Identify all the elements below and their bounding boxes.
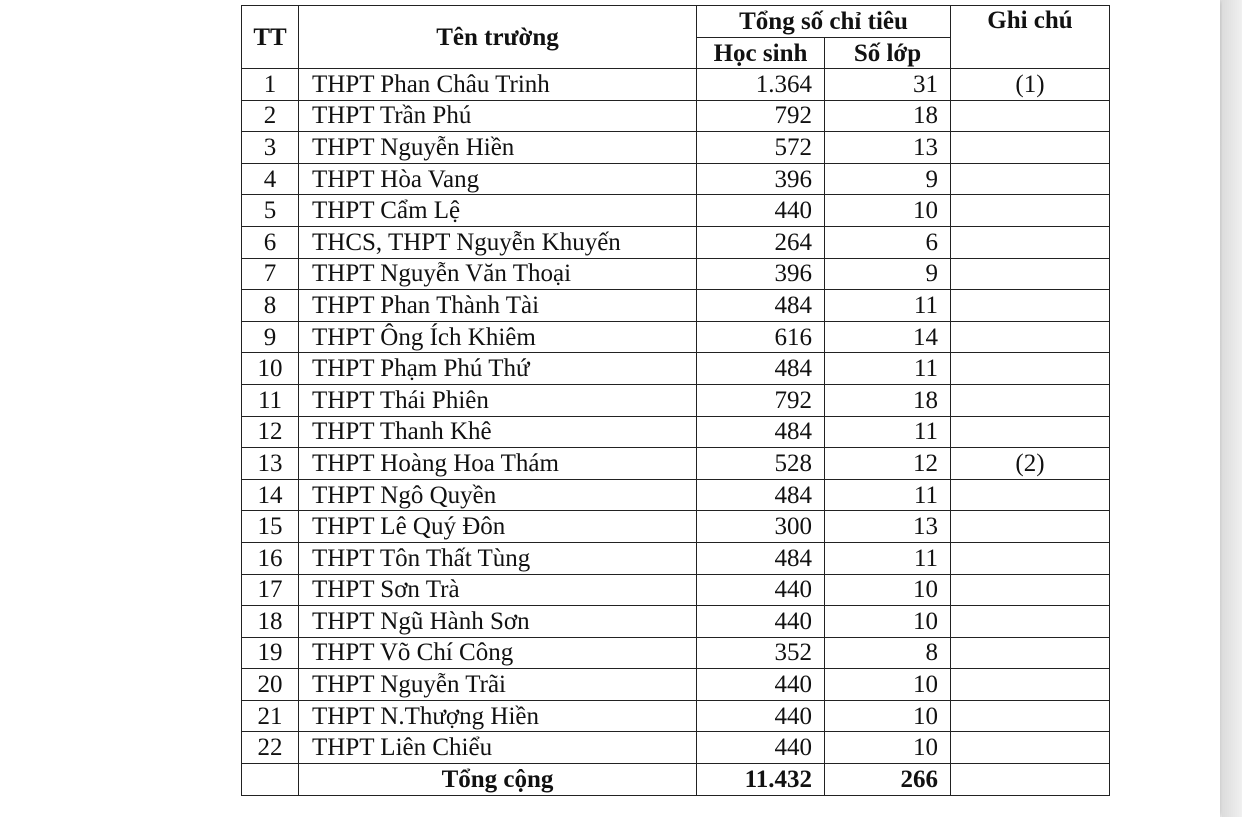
- row-note: (2): [951, 448, 1110, 480]
- row-note: [951, 290, 1110, 322]
- school-name: THPT Cẩm Lệ: [299, 195, 697, 227]
- students-count: 440: [697, 195, 825, 227]
- classes-count: 31: [825, 69, 951, 101]
- classes-count: 10: [825, 195, 951, 227]
- row-note: [951, 542, 1110, 574]
- row-number: 1: [242, 69, 299, 101]
- classes-count: 10: [825, 669, 951, 701]
- row-number: 11: [242, 384, 299, 416]
- students-count: 440: [697, 732, 825, 764]
- page-edge-shadow: [1222, 0, 1242, 817]
- classes-count: 18: [825, 100, 951, 132]
- classes-count: 11: [825, 542, 951, 574]
- table-row: [242, 100, 1110, 132]
- students-count: 528: [697, 448, 825, 480]
- classes-count: 14: [825, 321, 951, 353]
- students-count: 440: [697, 669, 825, 701]
- school-name: THPT Phan Châu Trinh: [299, 69, 697, 101]
- students-count: 792: [697, 100, 825, 132]
- row-note: [951, 384, 1110, 416]
- table-row: [242, 416, 1110, 448]
- school-name: THPT Thanh Khê: [299, 416, 697, 448]
- total-row: [242, 764, 1110, 796]
- total-classes: 266: [825, 764, 951, 796]
- row-note: [951, 637, 1110, 669]
- row-note: [951, 226, 1110, 258]
- school-name: THPT Ông Ích Khiêm: [299, 321, 697, 353]
- row-number: 2: [242, 100, 299, 132]
- classes-count: 11: [825, 353, 951, 385]
- table-row: [242, 195, 1110, 227]
- row-number: 21: [242, 700, 299, 732]
- table-row: [242, 321, 1110, 353]
- students-count: 484: [697, 416, 825, 448]
- row-note: [951, 606, 1110, 638]
- row-number: 8: [242, 290, 299, 322]
- row-number: 19: [242, 637, 299, 669]
- table-row: [242, 511, 1110, 543]
- row-number: 10: [242, 353, 299, 385]
- table-row: [242, 542, 1110, 574]
- students-count: 440: [697, 574, 825, 606]
- school-name: THPT Ngô Quyền: [299, 479, 697, 511]
- row-note: [951, 416, 1110, 448]
- school-name: THPT Hoàng Hoa Thám: [299, 448, 697, 480]
- row-number: 17: [242, 574, 299, 606]
- students-count: 484: [697, 353, 825, 385]
- classes-count: 11: [825, 416, 951, 448]
- row-number: 12: [242, 416, 299, 448]
- students-count: 396: [697, 258, 825, 290]
- school-name: THPT Phạm Phú Thứ: [299, 353, 697, 385]
- classes-count: 11: [825, 290, 951, 322]
- students-count: 792: [697, 384, 825, 416]
- students-count: 440: [697, 606, 825, 638]
- table-row: [242, 700, 1110, 732]
- total-students: 11.432: [697, 764, 825, 796]
- table-row: [242, 226, 1110, 258]
- students-count: 300: [697, 511, 825, 543]
- total-tt-cell: [242, 764, 299, 796]
- school-name: THPT Trần Phú: [299, 100, 697, 132]
- row-note: [951, 669, 1110, 701]
- row-note: [951, 195, 1110, 227]
- classes-count: 13: [825, 511, 951, 543]
- row-number: 15: [242, 511, 299, 543]
- row-number: 16: [242, 542, 299, 574]
- header-note: Ghi chú: [951, 6, 1110, 69]
- classes-count: 10: [825, 732, 951, 764]
- row-note: [951, 321, 1110, 353]
- school-name: THPT Ngũ Hành Sơn: [299, 606, 697, 638]
- header-school-name: Tên trường: [299, 6, 697, 69]
- table-row: [242, 132, 1110, 164]
- classes-count: 9: [825, 258, 951, 290]
- classes-count: 8: [825, 637, 951, 669]
- school-name: THPT Tôn Thất Tùng: [299, 542, 697, 574]
- total-note-cell: [951, 764, 1110, 796]
- students-count: 484: [697, 479, 825, 511]
- school-name: THPT N.Thượng Hiền: [299, 700, 697, 732]
- school-name: THPT Thái Phiên: [299, 384, 697, 416]
- students-count: 440: [697, 700, 825, 732]
- row-note: [951, 100, 1110, 132]
- table-row: [242, 606, 1110, 638]
- classes-count: 12: [825, 448, 951, 480]
- school-name: THPT Hòa Vang: [299, 163, 697, 195]
- school-name: THCS, THPT Nguyễn Khuyến: [299, 226, 697, 258]
- table-row: [242, 448, 1110, 480]
- table-row: [242, 732, 1110, 764]
- header-classes: Số lớp: [825, 38, 951, 69]
- classes-count: 10: [825, 700, 951, 732]
- row-note: [951, 353, 1110, 385]
- row-note: [951, 574, 1110, 606]
- row-note: [951, 511, 1110, 543]
- school-name: THPT Nguyễn Hiền: [299, 132, 697, 164]
- row-number: 3: [242, 132, 299, 164]
- table-row: [242, 353, 1110, 385]
- header-students: Học sinh: [697, 38, 825, 69]
- row-number: 14: [242, 479, 299, 511]
- school-name: THPT Liên Chiểu: [299, 732, 697, 764]
- row-note: [951, 163, 1110, 195]
- students-count: 396: [697, 163, 825, 195]
- table-body: [242, 69, 1110, 764]
- students-count: 616: [697, 321, 825, 353]
- students-count: 484: [697, 290, 825, 322]
- table-row: [242, 290, 1110, 322]
- total-label: Tổng cộng: [299, 764, 697, 796]
- header-total-quota: Tổng số chỉ tiêu: [697, 6, 951, 38]
- row-note: [951, 732, 1110, 764]
- table-row: [242, 258, 1110, 290]
- row-note: [951, 132, 1110, 164]
- classes-count: 10: [825, 606, 951, 638]
- students-count: 484: [697, 542, 825, 574]
- table-row: [242, 479, 1110, 511]
- students-count: 572: [697, 132, 825, 164]
- students-count: 1.364: [697, 69, 825, 101]
- classes-count: 10: [825, 574, 951, 606]
- row-number: 22: [242, 732, 299, 764]
- table-row: [242, 574, 1110, 606]
- row-number: 9: [242, 321, 299, 353]
- classes-count: 11: [825, 479, 951, 511]
- classes-count: 18: [825, 384, 951, 416]
- table-row: [242, 384, 1110, 416]
- students-count: 264: [697, 226, 825, 258]
- row-number: 18: [242, 606, 299, 638]
- school-name: THPT Phan Thành Tài: [299, 290, 697, 322]
- row-note: [951, 700, 1110, 732]
- row-note: (1): [951, 69, 1110, 101]
- school-name: THPT Sơn Trà: [299, 574, 697, 606]
- table-row: [242, 669, 1110, 701]
- row-number: 7: [242, 258, 299, 290]
- school-quota-table: [241, 5, 1110, 796]
- row-number: 13: [242, 448, 299, 480]
- school-name: THPT Lê Quý Đôn: [299, 511, 697, 543]
- school-name: THPT Nguyễn Văn Thoại: [299, 258, 697, 290]
- school-name: THPT Võ Chí Công: [299, 637, 697, 669]
- students-count: 352: [697, 637, 825, 669]
- row-number: 6: [242, 226, 299, 258]
- header-tt: TT: [242, 6, 299, 69]
- table-row: [242, 163, 1110, 195]
- row-note: [951, 258, 1110, 290]
- row-number: 5: [242, 195, 299, 227]
- row-number: 20: [242, 669, 299, 701]
- classes-count: 6: [825, 226, 951, 258]
- row-note: [951, 479, 1110, 511]
- classes-count: 9: [825, 163, 951, 195]
- table-row: [242, 69, 1110, 101]
- classes-count: 13: [825, 132, 951, 164]
- row-number: 4: [242, 163, 299, 195]
- school-name: THPT Nguyễn Trãi: [299, 669, 697, 701]
- table-row: [242, 637, 1110, 669]
